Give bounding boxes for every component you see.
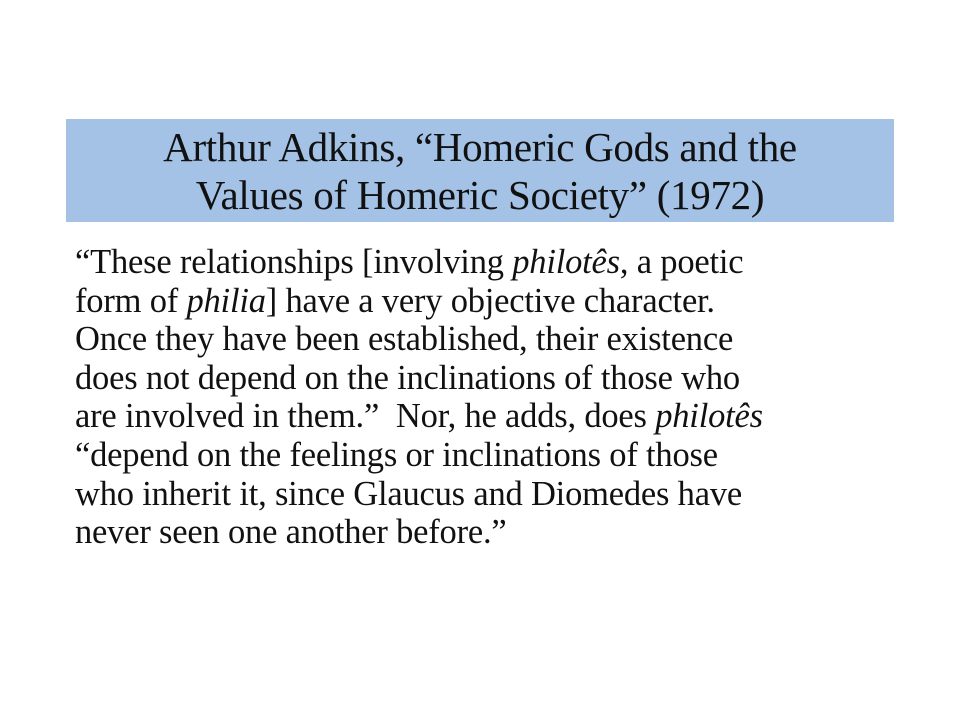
quote-line-2 xyxy=(75,282,925,321)
quote-line-5 xyxy=(75,397,925,436)
quote-line-4: does not depend on the inclinations of those who xyxy=(75,358,740,397)
quote-line-7: who inherit it, since Glaucus and Diomedes have xyxy=(75,474,743,513)
quote-text: form of xyxy=(75,281,187,320)
quote-body xyxy=(75,243,925,552)
quote-text: are involved in them.” Nor, he adds, does xyxy=(75,397,656,436)
quote-text: ] have a very objective character. xyxy=(265,281,715,320)
italic-term-philotes: philotês xyxy=(512,243,620,281)
quote-line-3: Once they have been established, their existence xyxy=(75,320,734,359)
quote-line-6: “depend on the feelings or inclinations of those xyxy=(75,435,718,474)
quote-line-8: never seen one another before.” xyxy=(75,513,507,552)
slide-title-line-2: Values of Homeric Society” (1972) xyxy=(195,171,765,218)
slide-title-box xyxy=(66,119,894,222)
slide-title-line-1: Arthur Adkins, “Homeric Gods and the xyxy=(163,123,797,170)
quote-text: “These relationships [involving xyxy=(75,243,513,281)
italic-term-philia: philia xyxy=(186,281,266,320)
quote-text: , a poetic xyxy=(619,243,744,281)
quote-line-1 xyxy=(75,243,925,282)
italic-term-philotes: philotês xyxy=(655,397,763,436)
